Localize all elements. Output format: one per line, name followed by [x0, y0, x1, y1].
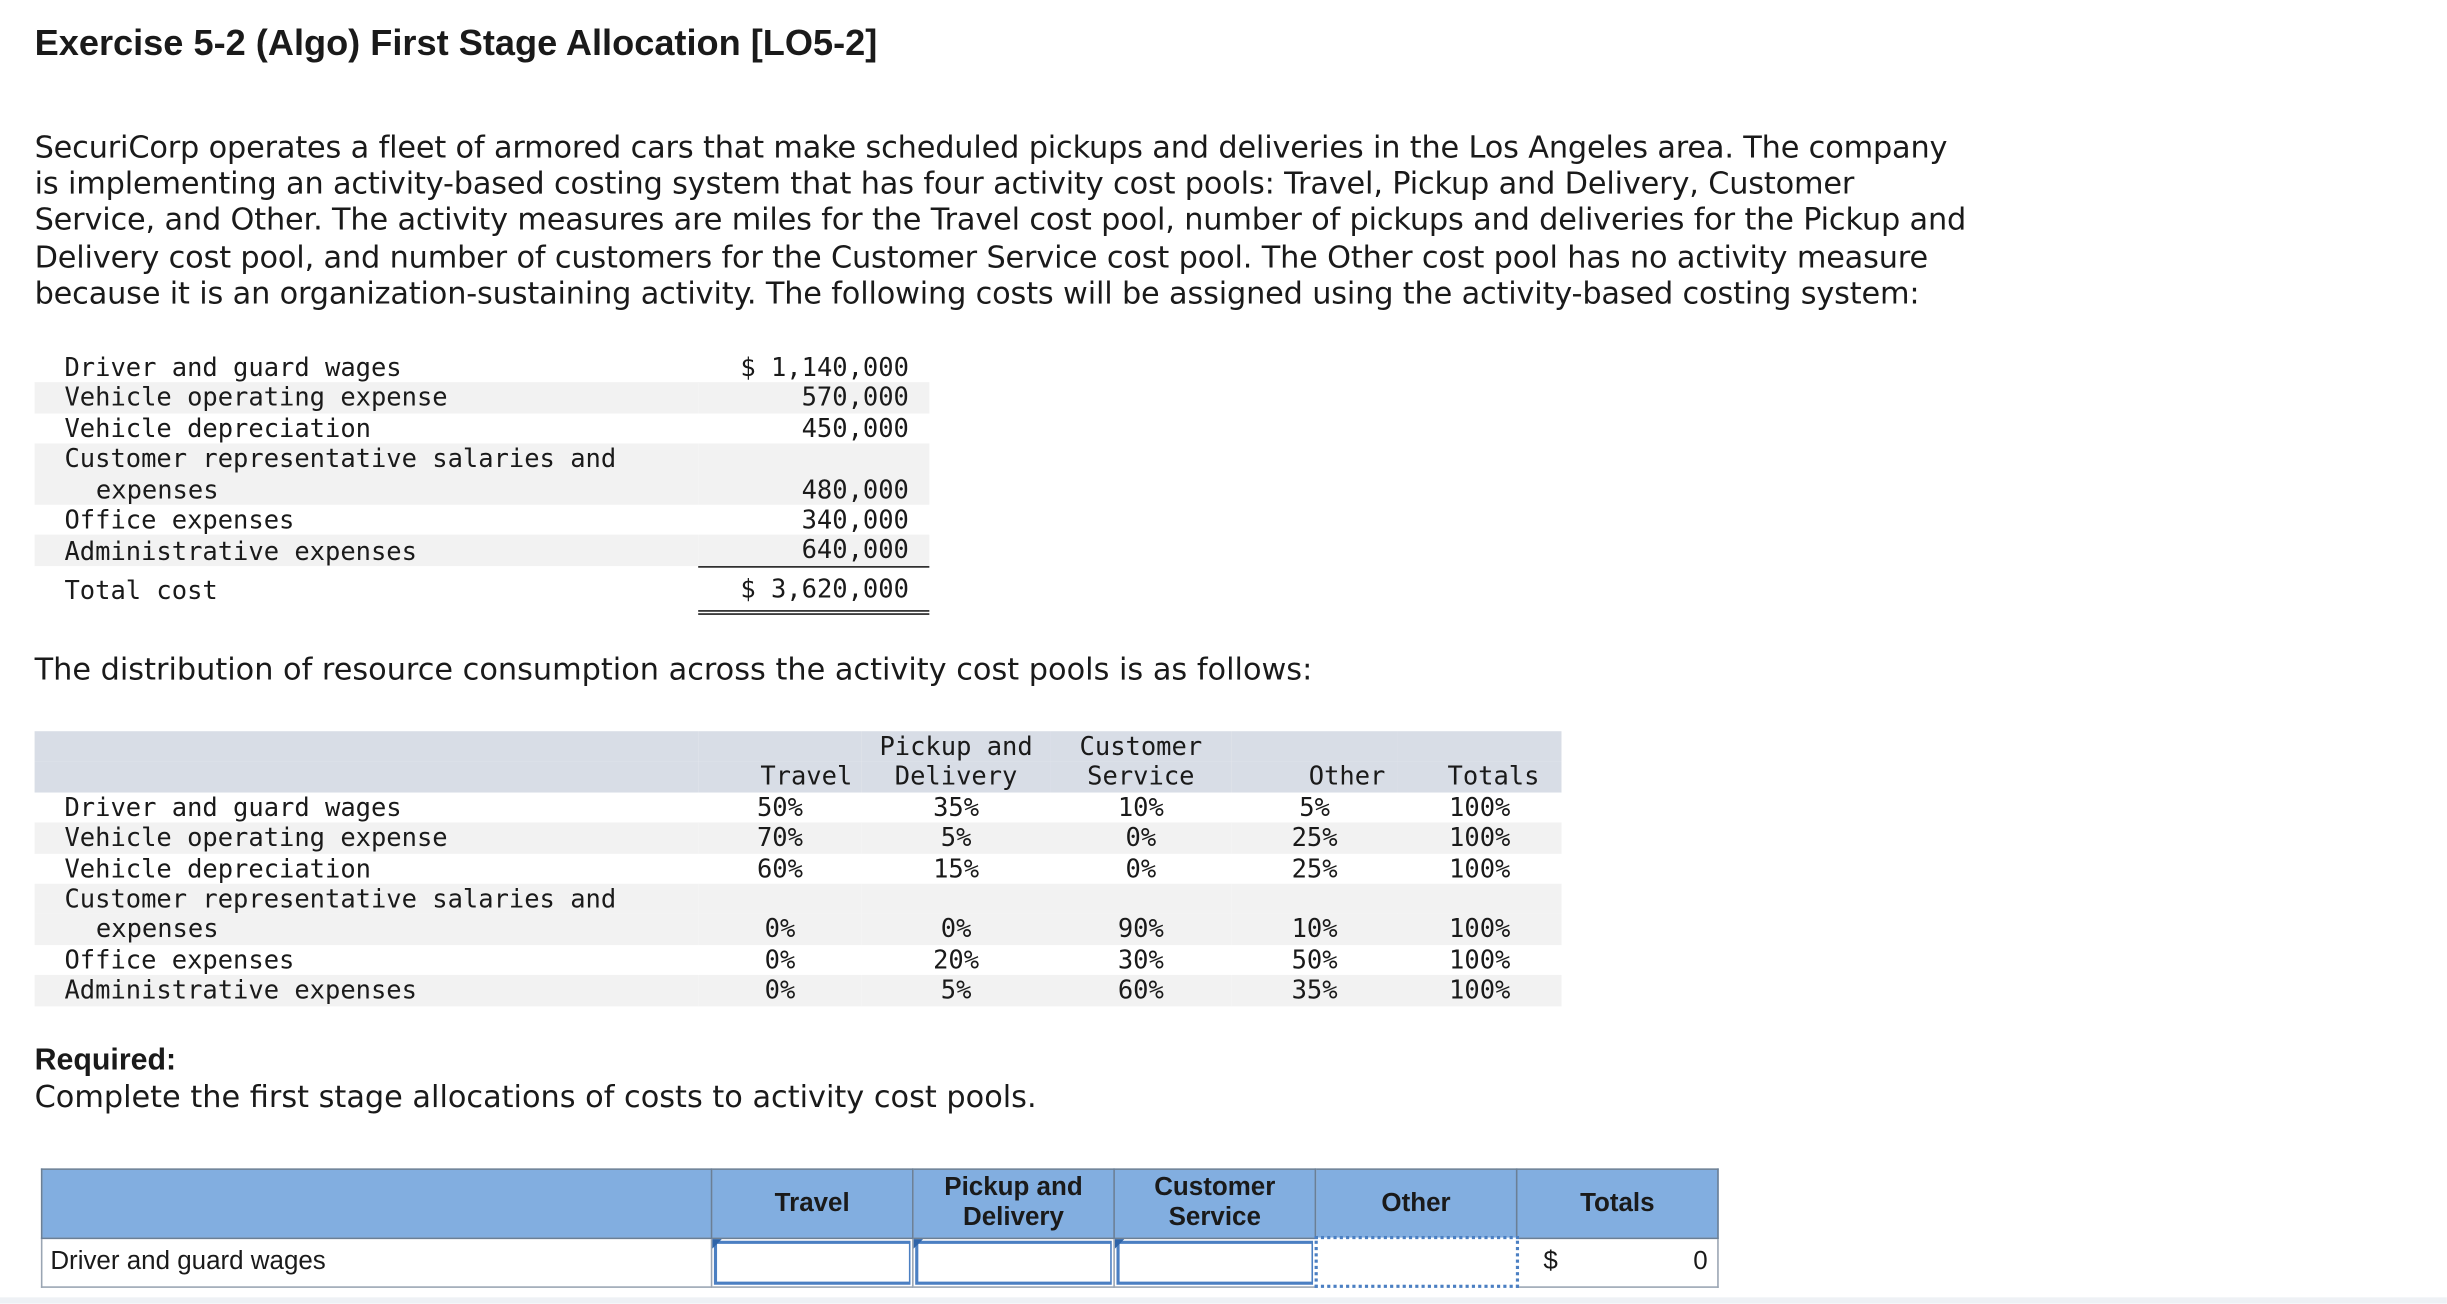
cost-label: Customer representative salaries and [35, 444, 699, 475]
table-row [35, 823, 1562, 854]
table-row [35, 914, 1562, 945]
input-marker-icon [712, 1238, 721, 1247]
total-amount: $ 3,620,000 [698, 567, 929, 613]
cost-amount: $ 1,140,000 [740, 352, 909, 383]
dist-cell: 100% [1398, 823, 1562, 854]
input-marker-icon [1115, 1238, 1124, 1247]
input-marker-icon [914, 1238, 923, 1247]
dist-cell: 0% [764, 944, 796, 975]
distribution-table [35, 731, 1562, 1006]
dist-cell: 0% [698, 975, 862, 1006]
dist-cell: 5% [1299, 792, 1330, 823]
dist-cell: 100% [1449, 853, 1511, 884]
distribution-intro: The distribution of resource consumption across the activity cost pools is as follows: [34, 651, 1313, 688]
travel-input[interactable] [712, 1238, 913, 1287]
cost-label: Driver and guard wages [64, 352, 402, 383]
col-header-totals: Totals [1398, 762, 1562, 793]
cost-amount: 340,000 [801, 504, 909, 535]
header-row [42, 1169, 1718, 1237]
dist-label: Driver and guard wages [64, 792, 402, 823]
customer-service-input[interactable] [1114, 1238, 1315, 1287]
header-row [35, 731, 1562, 762]
cost-label: Office expenses [64, 504, 295, 535]
total-label: Total cost [64, 576, 218, 606]
other-input[interactable] [1315, 1238, 1516, 1287]
dist-cell: 0% [862, 914, 1051, 945]
table-row [35, 884, 1562, 915]
table-row [35, 413, 930, 444]
dist-cell: 0% [1050, 823, 1231, 854]
col-header-travel: Travel [698, 762, 862, 793]
row-label: Driver and guard wages [42, 1238, 712, 1287]
dist-cell: 10% [1231, 914, 1398, 945]
col-header-delivery: Delivery [862, 762, 1051, 793]
dist-cell: 0% [698, 914, 862, 945]
dist-cell: 35% [1231, 975, 1398, 1006]
col-header-customer: Customer [1050, 731, 1231, 762]
allocation-table [41, 1168, 1719, 1288]
col-header-customer: Customer [1154, 1173, 1276, 1202]
dist-cell: 35% [933, 792, 980, 823]
col-header-pickup: Pickup and [944, 1173, 1083, 1202]
dist-cell: 90% [1050, 914, 1231, 945]
dist-cell: 60% [756, 853, 803, 884]
col-header-pickup-delivery [913, 1169, 1114, 1237]
required-heading: Required: [34, 1044, 177, 1078]
dist-cell: 30% [1117, 944, 1164, 975]
col-header-other: Other [1315, 1169, 1516, 1237]
dist-label: Office expenses [64, 944, 295, 975]
table-row [35, 444, 930, 475]
dist-cell: 5% [862, 823, 1051, 854]
dist-label-cont: expenses [35, 914, 699, 945]
dist-label: Administrative expenses [35, 975, 699, 1006]
col-header-pickup: Pickup and [862, 731, 1051, 762]
col-header-other: Other [1231, 762, 1398, 793]
cost-amount: 640,000 [698, 535, 929, 566]
cost-table [35, 352, 930, 614]
dist-cell: 100% [1398, 975, 1562, 1006]
table-row [35, 535, 930, 566]
dist-cell: 50% [1291, 944, 1338, 975]
dist-cell: 100% [1449, 944, 1511, 975]
cost-label-cont: expenses [35, 474, 699, 505]
table-row [35, 945, 1562, 976]
dist-cell: 100% [1449, 792, 1511, 823]
col-header-service: Service [1168, 1203, 1261, 1232]
cost-label: Vehicle operating expense [35, 383, 699, 414]
table-row [35, 383, 930, 414]
table-row [35, 853, 1562, 884]
cost-label: Vehicle depreciation [64, 413, 371, 444]
currency-symbol: $ [1543, 1246, 1558, 1275]
table-row [35, 352, 930, 383]
dist-cell: 100% [1398, 914, 1562, 945]
col-header-customer-service [1114, 1169, 1315, 1237]
dist-cell: 0% [1125, 853, 1157, 884]
cost-amount: 450,000 [801, 413, 909, 444]
dist-cell: 25% [1231, 823, 1398, 854]
col-header-travel: Travel [712, 1169, 913, 1237]
dist-label: Vehicle operating expense [35, 823, 699, 854]
header-row [35, 762, 1562, 793]
table-row [35, 505, 930, 536]
dist-cell: 25% [1291, 853, 1338, 884]
dist-cell: 60% [1050, 975, 1231, 1006]
total-row [35, 567, 930, 613]
dist-cell: 50% [756, 792, 803, 823]
page-title: Exercise 5-2 (Algo) First Stage Allocation [LO5-2] [34, 22, 878, 63]
table-row [35, 975, 1562, 1006]
row-label-header [42, 1169, 712, 1237]
total-value: 0 [1693, 1246, 1708, 1275]
col-header-delivery: Delivery [962, 1203, 1064, 1232]
dist-label: Customer representative salaries and [35, 884, 699, 915]
dist-cell: 20% [933, 944, 980, 975]
dist-cell: 10% [1117, 792, 1164, 823]
cost-amount: 480,000 [698, 474, 929, 505]
problem-intro: SecuriCorp operates a fleet of armored cars that make scheduled pickups and deliveries in the Los Angeles area. The company is implementing an activity-based costing system that has four activity cost pools: Travel, Pickup and Delivery, Customer Service, and Other. The activity measures are miles for the Travel cost pool, number of pickups and deliveries for the Pickup and Delivery cost pool, and number of customers for the Customer Service cost pool. The Other cost pool has no activity measure because it is an organization-sustaining activity. The following costs will be assigned using the activity-based costing system: [34, 128, 1967, 312]
table-row [42, 1238, 1718, 1287]
col-header-totals: Totals [1517, 1169, 1718, 1237]
pickup-delivery-input[interactable] [913, 1238, 1114, 1287]
dist-cell: 15% [933, 853, 980, 884]
table-row [35, 474, 930, 505]
cost-amount: 570,000 [698, 383, 929, 414]
cost-label: Administrative expenses [35, 535, 699, 566]
required-section [35, 1041, 1037, 1115]
required-text: Complete the first stage allocations of costs to activity cost pools. [34, 1078, 1037, 1115]
dist-cell: 70% [698, 823, 862, 854]
dist-label: Vehicle depreciation [64, 853, 371, 884]
col-header-service: Service [1050, 762, 1231, 793]
dist-cell: 5% [862, 975, 1051, 1006]
table-row [35, 792, 1562, 823]
total-cell [1517, 1238, 1718, 1287]
